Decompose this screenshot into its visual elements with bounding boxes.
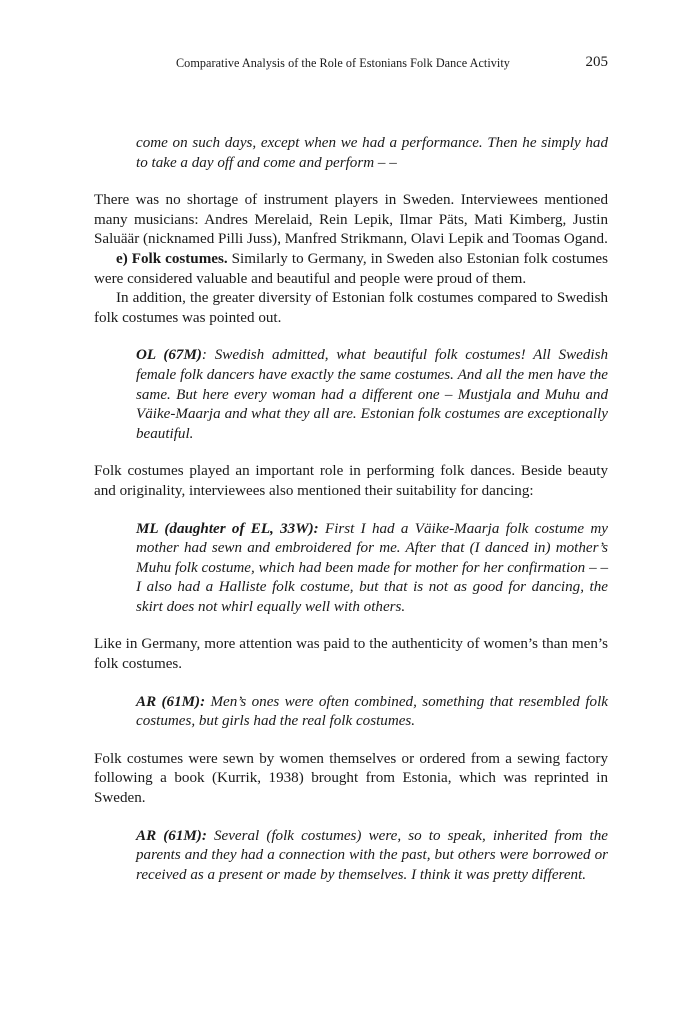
quote-speaker: ML (daughter of EL, 33W):	[136, 520, 319, 537]
paragraph: Folk costumes were sewn by women themselves or ordered from a sewing factory following a book (Kurrik, 1938) brought from Estonia, which was reprinted in Sweden.	[94, 750, 608, 807]
quote-text: First I had a Väike-Maarja folk costume my mother had sewn and embroidered for me. After that (I danced in) mother’s Muhu folk costume, which had been made for mother for her confirmation – – I also had a Halliste folk costume, but that is not as good for dancing, the skirt does not whirl equally well with others.	[136, 520, 608, 615]
running-header-title: Comparative Analysis of the Role of Estonians Folk Dance Activity	[176, 56, 510, 70]
quote-speaker: AR (61M):	[136, 693, 206, 710]
interview-quote	[136, 134, 608, 173]
quote-speaker: OL (67M)	[136, 347, 202, 364]
interview-quote	[136, 693, 608, 732]
paragraph	[94, 250, 608, 289]
quote-text: Men’s ones were often combined, something that resembled folk costumes, but girls had the real folk costumes.	[136, 693, 608, 730]
quote-text: : Swedish admitted, what beautiful folk costumes! All Swedish female folk dancers have exactly the same costumes. And all the men have the same. But here every woman had a different one – Mustjala and Muhu and Väike-Maarja and what they all are. Estonian folk costumes are exceptionally beautiful.	[136, 347, 608, 442]
paragraph-text: Similarly to Germany, in Sweden also Estonian folk costumes were considered valuable and beautiful and people were proud of them.	[94, 250, 608, 287]
paragraph: Like in Germany, more attention was paid to the authenticity of women’s than men’s folk costumes.	[94, 636, 608, 673]
paragraph: In addition, the greater diversity of Estonian folk costumes compared to Swedish folk costumes was pointed out.	[94, 290, 608, 326]
section-heading: e) Folk costumes.	[116, 250, 228, 267]
interview-quote	[136, 520, 608, 618]
interview-quote	[136, 346, 608, 444]
quote-speaker: AR (61M):	[136, 827, 207, 844]
quote-text: come on such days, except when we had a performance. Then he simply had to take a day off and come and perform – –	[136, 135, 608, 171]
page-number: 205	[585, 54, 608, 70]
paragraph: Folk costumes played an important role in performing folk dances. Beside beauty and originality, interviewees also mentioned their suitability for dancing:	[94, 463, 608, 499]
paragraph: There was no shortage of instrument players in Sweden. Interviewees mentioned many musicians: Andres Merelaid, Rein Lepik, Ilmar Päts, Mati Kimberg, Justin Saluäär (nicknamed Pilli Juss), Manfred Strikmann, Olavi Lepik and Toomas Ogand.	[94, 192, 608, 248]
body-text	[94, 134, 608, 885]
quote-text: Several (folk costumes) were, so to speak, inherited from the parents and they had a connection with the past, but others were borrowed or received as a present or made by themselves. I think it was pretty different.	[136, 827, 608, 883]
interview-quote	[136, 827, 608, 886]
running-header	[94, 54, 608, 74]
